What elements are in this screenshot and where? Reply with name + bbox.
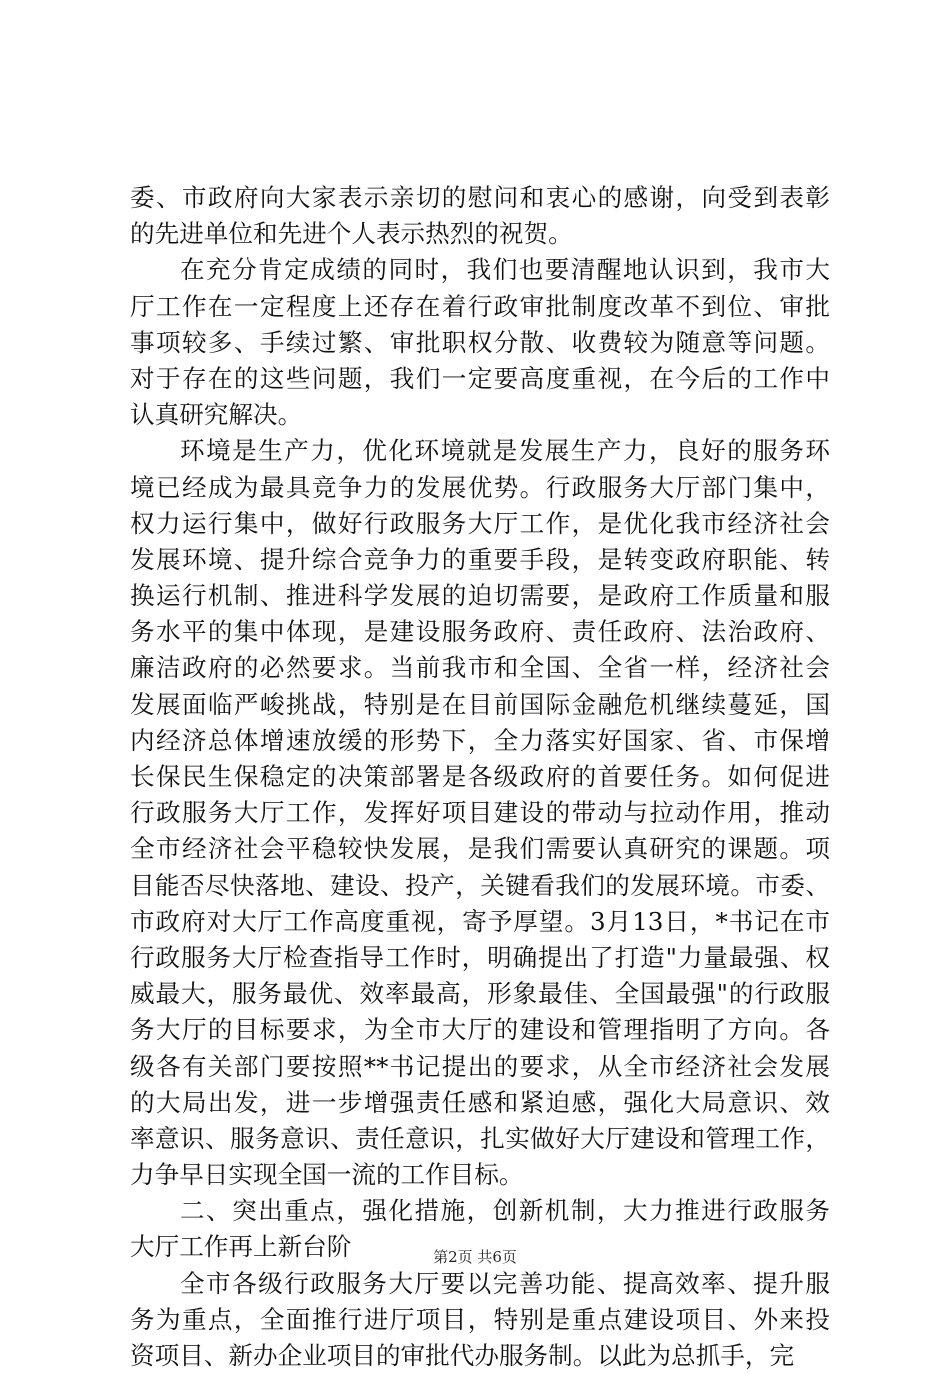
text-line: 目能否尽快落地、建设、投产，关键看我们的发展环境。市委、 <box>130 870 830 900</box>
text-line: 威最大，服务最优、效率最高，形象最佳、全国最强"的行政服 <box>130 979 830 1009</box>
text-line: 务为重点，全面推行进厅项目，特别是重点建设项目、外来投 <box>130 1304 830 1334</box>
text-line: 行政服务大厅工作，发挥好项目建设的带动与拉动作用，推动 <box>130 798 830 828</box>
text-line: 换运行机制、推进科学发展的迫切需要，是政府工作质量和服 <box>130 581 830 611</box>
paragraph <box>130 433 830 1193</box>
text-line: 全市各级行政服务大厅要以完善功能、提高效率、提升服 <box>180 1268 830 1298</box>
text-line: 务水平的集中体现，是建设服务政府、责任政府、法治政府、 <box>130 617 830 647</box>
text-line: 率意识、服务意识、责任意识，扎实做好大厅建设和管理工作， <box>130 1123 830 1153</box>
text-line: 二、突出重点，强化措施，创新机制，大力推进行政服务 <box>180 1196 830 1226</box>
body-text <box>130 180 830 1374</box>
page-footer: 第2页 共6页 <box>433 1248 517 1266</box>
text-line: 厅工作在一定程度上还存在着行政审批制度改革不到位、审批 <box>130 291 830 321</box>
text-line: 环境是生产力，优化环境就是发展生产力，良好的服务环 <box>180 436 830 466</box>
text-line: 大厅工作再上新台阶 <box>130 1232 352 1262</box>
text-line: 廉洁政府的必然要求。当前我市和全国、全省一样，经济社会 <box>130 653 830 683</box>
text-line: 事项较多、手续过繁、审批职权分散、收费较为随意等问题。 <box>130 327 830 357</box>
text-line: 市政府对大厅工作高度重视，寄予厚望。3月13日，*书记在市 <box>130 906 830 936</box>
paragraph <box>130 252 830 433</box>
text-line: 资项目、新办企业项目的审批代办服务制。以此为总抓手，完 <box>130 1341 795 1370</box>
text-line: 委、市政府向大家表示亲切的慰问和衷心的感谢，向受到表彰 <box>130 183 830 212</box>
text-line: 对于存在的这些问题，我们一定要高度重视，在今后的工作中 <box>130 363 830 393</box>
text-line: 行政服务大厅检查指导工作时，明确提出了打造"力量最强、权 <box>130 942 830 972</box>
text-line: 级各有关部门要按照**书记提出的要求，从全市经济社会发展 <box>130 1051 830 1081</box>
text-line: 务大厅的目标要求，为全市大厅的建设和管理指明了方向。各 <box>130 1015 830 1045</box>
text-line: 发展面临严峻挑战，特别是在目前国际金融危机继续蔓延，国 <box>130 689 830 719</box>
text-line: 的先进单位和先进个人表示热烈的祝贺。 <box>130 219 573 249</box>
text-line: 的大局出发，进一步增强责任感和紧迫感，强化大局意识、效 <box>130 1087 830 1117</box>
text-line: 境已经成为最具竞争力的发展优势。行政服务大厅部门集中， <box>130 472 830 502</box>
text-line: 认真研究解决。 <box>130 400 303 430</box>
text-line: 权力运行集中，做好行政服务大厅工作，是优化我市经济社会 <box>130 508 830 538</box>
text-line: 全市经济社会平稳较快发展，是我们需要认真研究的课题。项 <box>130 834 830 864</box>
text-line: 力争早日实现全国一流的工作目标。 <box>130 1160 524 1190</box>
paragraph <box>130 180 830 252</box>
paragraph <box>130 1266 830 1374</box>
text-line: 长保民生保稳定的决策部署是各级政府的首要任务。如何促进 <box>130 762 830 791</box>
text-line: 发展环境、提升综合竞争力的重要手段，是转变政府职能、转 <box>130 544 830 574</box>
text-line: 在充分肯定成绩的同时，我们也要清醒地认识到，我市大 <box>180 255 830 285</box>
text-line: 内经济总体增速放缓的形势下，全力落实好国家、省、市保增 <box>130 725 830 755</box>
